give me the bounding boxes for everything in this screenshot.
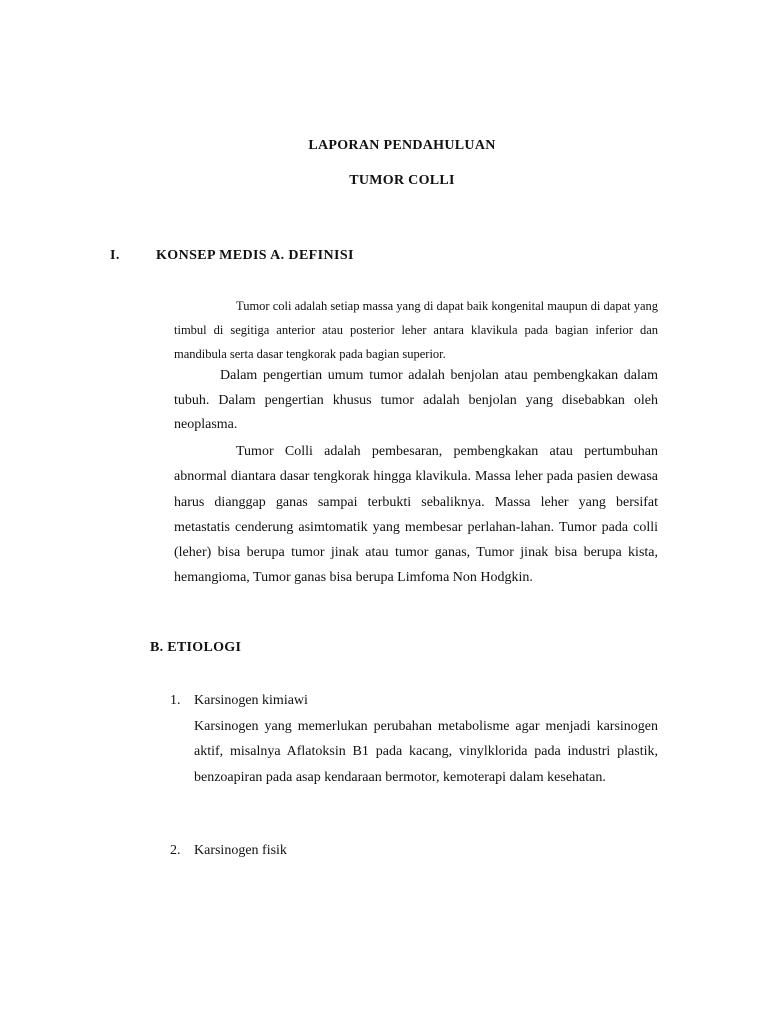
list-item-number: 2. [170,843,181,858]
paragraph-definition-3: Tumor Colli adalah pembesaran, pembengkakan atau pertumbuhan abnormal diantara dasar tengkorak hingga klavikula. Massa leher pada pasien dewasa harus dianggap ganas sampai terbukti sebaliknya. Massa leher yang bersifat metastatis cenderung asimtomatik yang membesar perlahan-lahan. Tumor pada colli (leher) bisa berupa tumor jinak atau tumor ganas, Tumor jinak bisa berupa kista, hemangioma, Tumor ganas bisa berupa Limfoma Non Hodgkin. [174,444,658,586]
section-heading [110,248,354,264]
list-item-number: 1. [170,693,181,708]
list-item-label: Karsinogen kimiawi [194,693,308,708]
section-numeral: I. [110,248,120,263]
document-title: LAPORAN PENDAHULUAN [308,138,496,153]
document-subtitle: TUMOR COLLI [349,173,455,188]
list-item-label: Karsinogen fisik [194,843,287,858]
paragraph-definition-1: Tumor coli adalah setiap massa yang di dapat baik kongenital maupun di dapat yang timbul di segitiga anterior atau posterior leher antara klavikula pada bagian inferior dan mandibula serta dasar tengkorak pada bagian superior. [174,299,659,361]
list-item-description: Karsinogen yang memerlukan perubahan metabolisme agar menjadi karsinogen aktif, misalnya Aflatoksin B1 pada kacang, vinylklorida pada industri plastik, benzoapiran pada asap kendaraan bermotor, kemoterapi dalam kesehatan. [194,718,658,785]
section-heading-text: KONSEP MEDIS A. DEFINISI [156,248,354,263]
paragraph-definition-2: Dalam pengertian umum tumor adalah benjolan atau pembengkakan dalam tubuh. Dalam pengertian khusus tumor adalah benjolan yang disebabkan oleh neoplasma. [174,368,658,432]
subsection-heading: B. ETIOLOGI [150,640,242,655]
